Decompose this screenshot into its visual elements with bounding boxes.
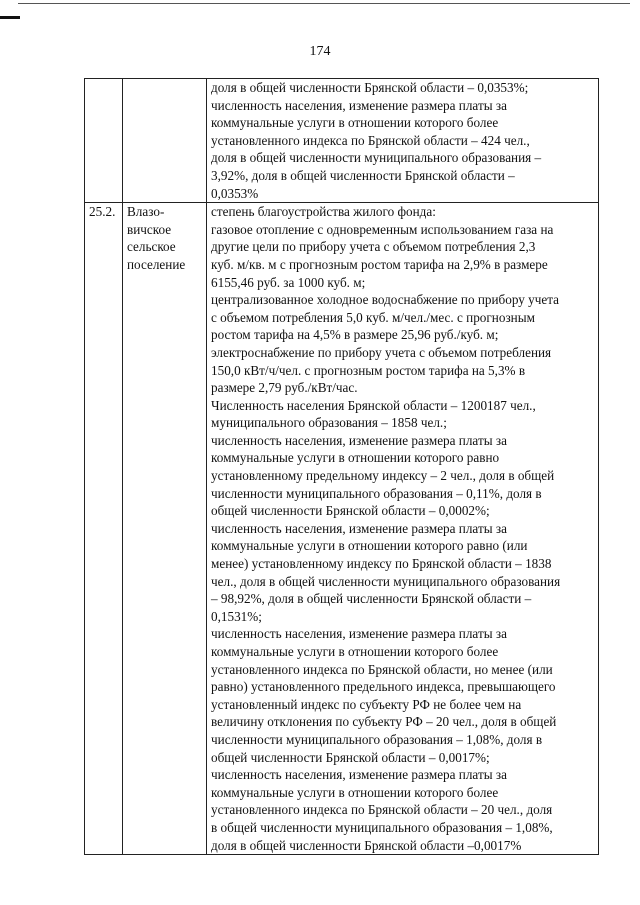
- description-line: величину отклонения по субъекту РФ – 20 чел., доля в общей: [211, 714, 557, 730]
- description-line: численность населения, изменение размера платы за: [211, 97, 507, 113]
- description-line: численность населения, изменение размера платы за: [211, 626, 507, 642]
- description-line: – 98,92%, доля в общей численности Брянской области –: [211, 591, 532, 607]
- description-line: 3,92%, доля в общей численности Брянской области –: [211, 167, 515, 183]
- description-line: равно) установленного предельного индекса, превышающего: [211, 679, 556, 695]
- description-line: установленного индекса по Брянской области, но менее (или: [211, 661, 553, 677]
- description-line: газовое отопление с одновременным использованием газа на: [211, 221, 554, 237]
- description-line: 0,1531%;: [211, 608, 262, 624]
- description-line: 0,0353%: [211, 185, 259, 201]
- row-number-cell: [85, 203, 123, 855]
- description-line: доля в общей численности Брянской области –0,0017%: [211, 837, 522, 853]
- description-line: коммунальные услуги в отношении которого более: [211, 115, 499, 131]
- row-number-cell: [85, 79, 123, 203]
- description-line: 150,0 кВт/ч/чел. с прогнозным ростом тарифа на 5,3% в: [211, 362, 526, 378]
- description-line: установленный индекс по субъекту РФ не более чем на: [211, 696, 522, 712]
- description-line: доля в общей численности Брянской области – 0,0353%;: [211, 80, 529, 95]
- description-line: коммунальные услуги в отношении которого более: [211, 784, 499, 800]
- description-line: численность населения, изменение размера платы за: [211, 520, 507, 536]
- description-line: численность населения, изменение размера платы за: [211, 767, 507, 783]
- description-line: численность населения, изменение размера платы за: [211, 432, 507, 448]
- table-body: [85, 79, 599, 855]
- description-line: степень благоустройства жилого фонда:: [211, 204, 436, 220]
- municipality-name-cell: [123, 203, 207, 855]
- description-line: с объемом потребления 5,0 куб. м/чел./мес. с прогнозным: [211, 309, 535, 325]
- description-line: доля в общей численности муниципального образования –: [211, 150, 542, 166]
- page-top-border: [18, 3, 630, 4]
- description-line: коммунальные услуги в отношении которого более: [211, 644, 499, 659]
- description-cell: [207, 203, 599, 855]
- table-row: [85, 203, 599, 855]
- description-line: численности муниципального образования – 0,11%, доля в: [211, 485, 542, 501]
- description-line: куб. м/кв. м с прогнозным ростом тарифа на 2,9% в размере: [211, 256, 548, 272]
- page-number: 174: [309, 44, 331, 59]
- table-row: [85, 79, 599, 203]
- municipality-name-line: вичское: [127, 221, 172, 237]
- description-line: в общей численности муниципального образования – 1,08%,: [211, 819, 553, 835]
- municipality-name-line: поселение: [127, 256, 186, 272]
- description-line: ростом тарифа на 4,5% в размере 25,96 руб./куб. м;: [211, 327, 499, 343]
- description-line: муниципального образования – 1858 чел.;: [211, 415, 447, 431]
- description-line: численности муниципального образования – 1,08%, доля в: [211, 731, 543, 747]
- description-line: электроснабжение по прибору учета с объемом потребления: [211, 344, 552, 360]
- description-line: другие цели по прибору учета с объемом потребления 2,3: [211, 239, 536, 255]
- description-line: установленного индекса по Брянской области – 20 чел., доля: [211, 802, 553, 818]
- description-line: установленного индекса по Брянской области – 424 чел.,: [211, 132, 530, 148]
- municipality-name-line: Влазо-: [127, 204, 165, 220]
- description-line: централизованное холодное водоснабжение по прибору учета: [211, 292, 560, 308]
- description-line: 6155,46 руб. за 1000 куб. м;: [211, 274, 366, 290]
- description-line: Численность населения Брянской области – 1200187 чел.,: [211, 397, 536, 413]
- municipality-name-line: сельское: [127, 239, 176, 255]
- description-line: коммунальные услуги в отношении которого равно (или: [211, 538, 528, 554]
- description-line: менее) установленному индексу по Брянской области – 1838: [211, 556, 552, 572]
- description-line: установленному предельному индексу – 2 чел., доля в общей: [211, 468, 555, 484]
- municipality-name-cell: [123, 79, 207, 203]
- document-table: [84, 78, 599, 855]
- description-cell: [207, 79, 599, 203]
- description-line: коммунальные услуги в отношении которого равно: [211, 450, 500, 466]
- description-line: общей численности Брянской области – 0,0017%;: [211, 749, 490, 765]
- row-number: 25.2.: [89, 204, 116, 220]
- description-line: общей численности Брянской области – 0,0002%;: [211, 503, 490, 519]
- description-line: чел., доля в общей численности муниципального образования: [211, 573, 561, 589]
- description-line: размере 2,79 руб./кВт/час.: [211, 380, 358, 396]
- scan-edge-mark: [0, 16, 20, 19]
